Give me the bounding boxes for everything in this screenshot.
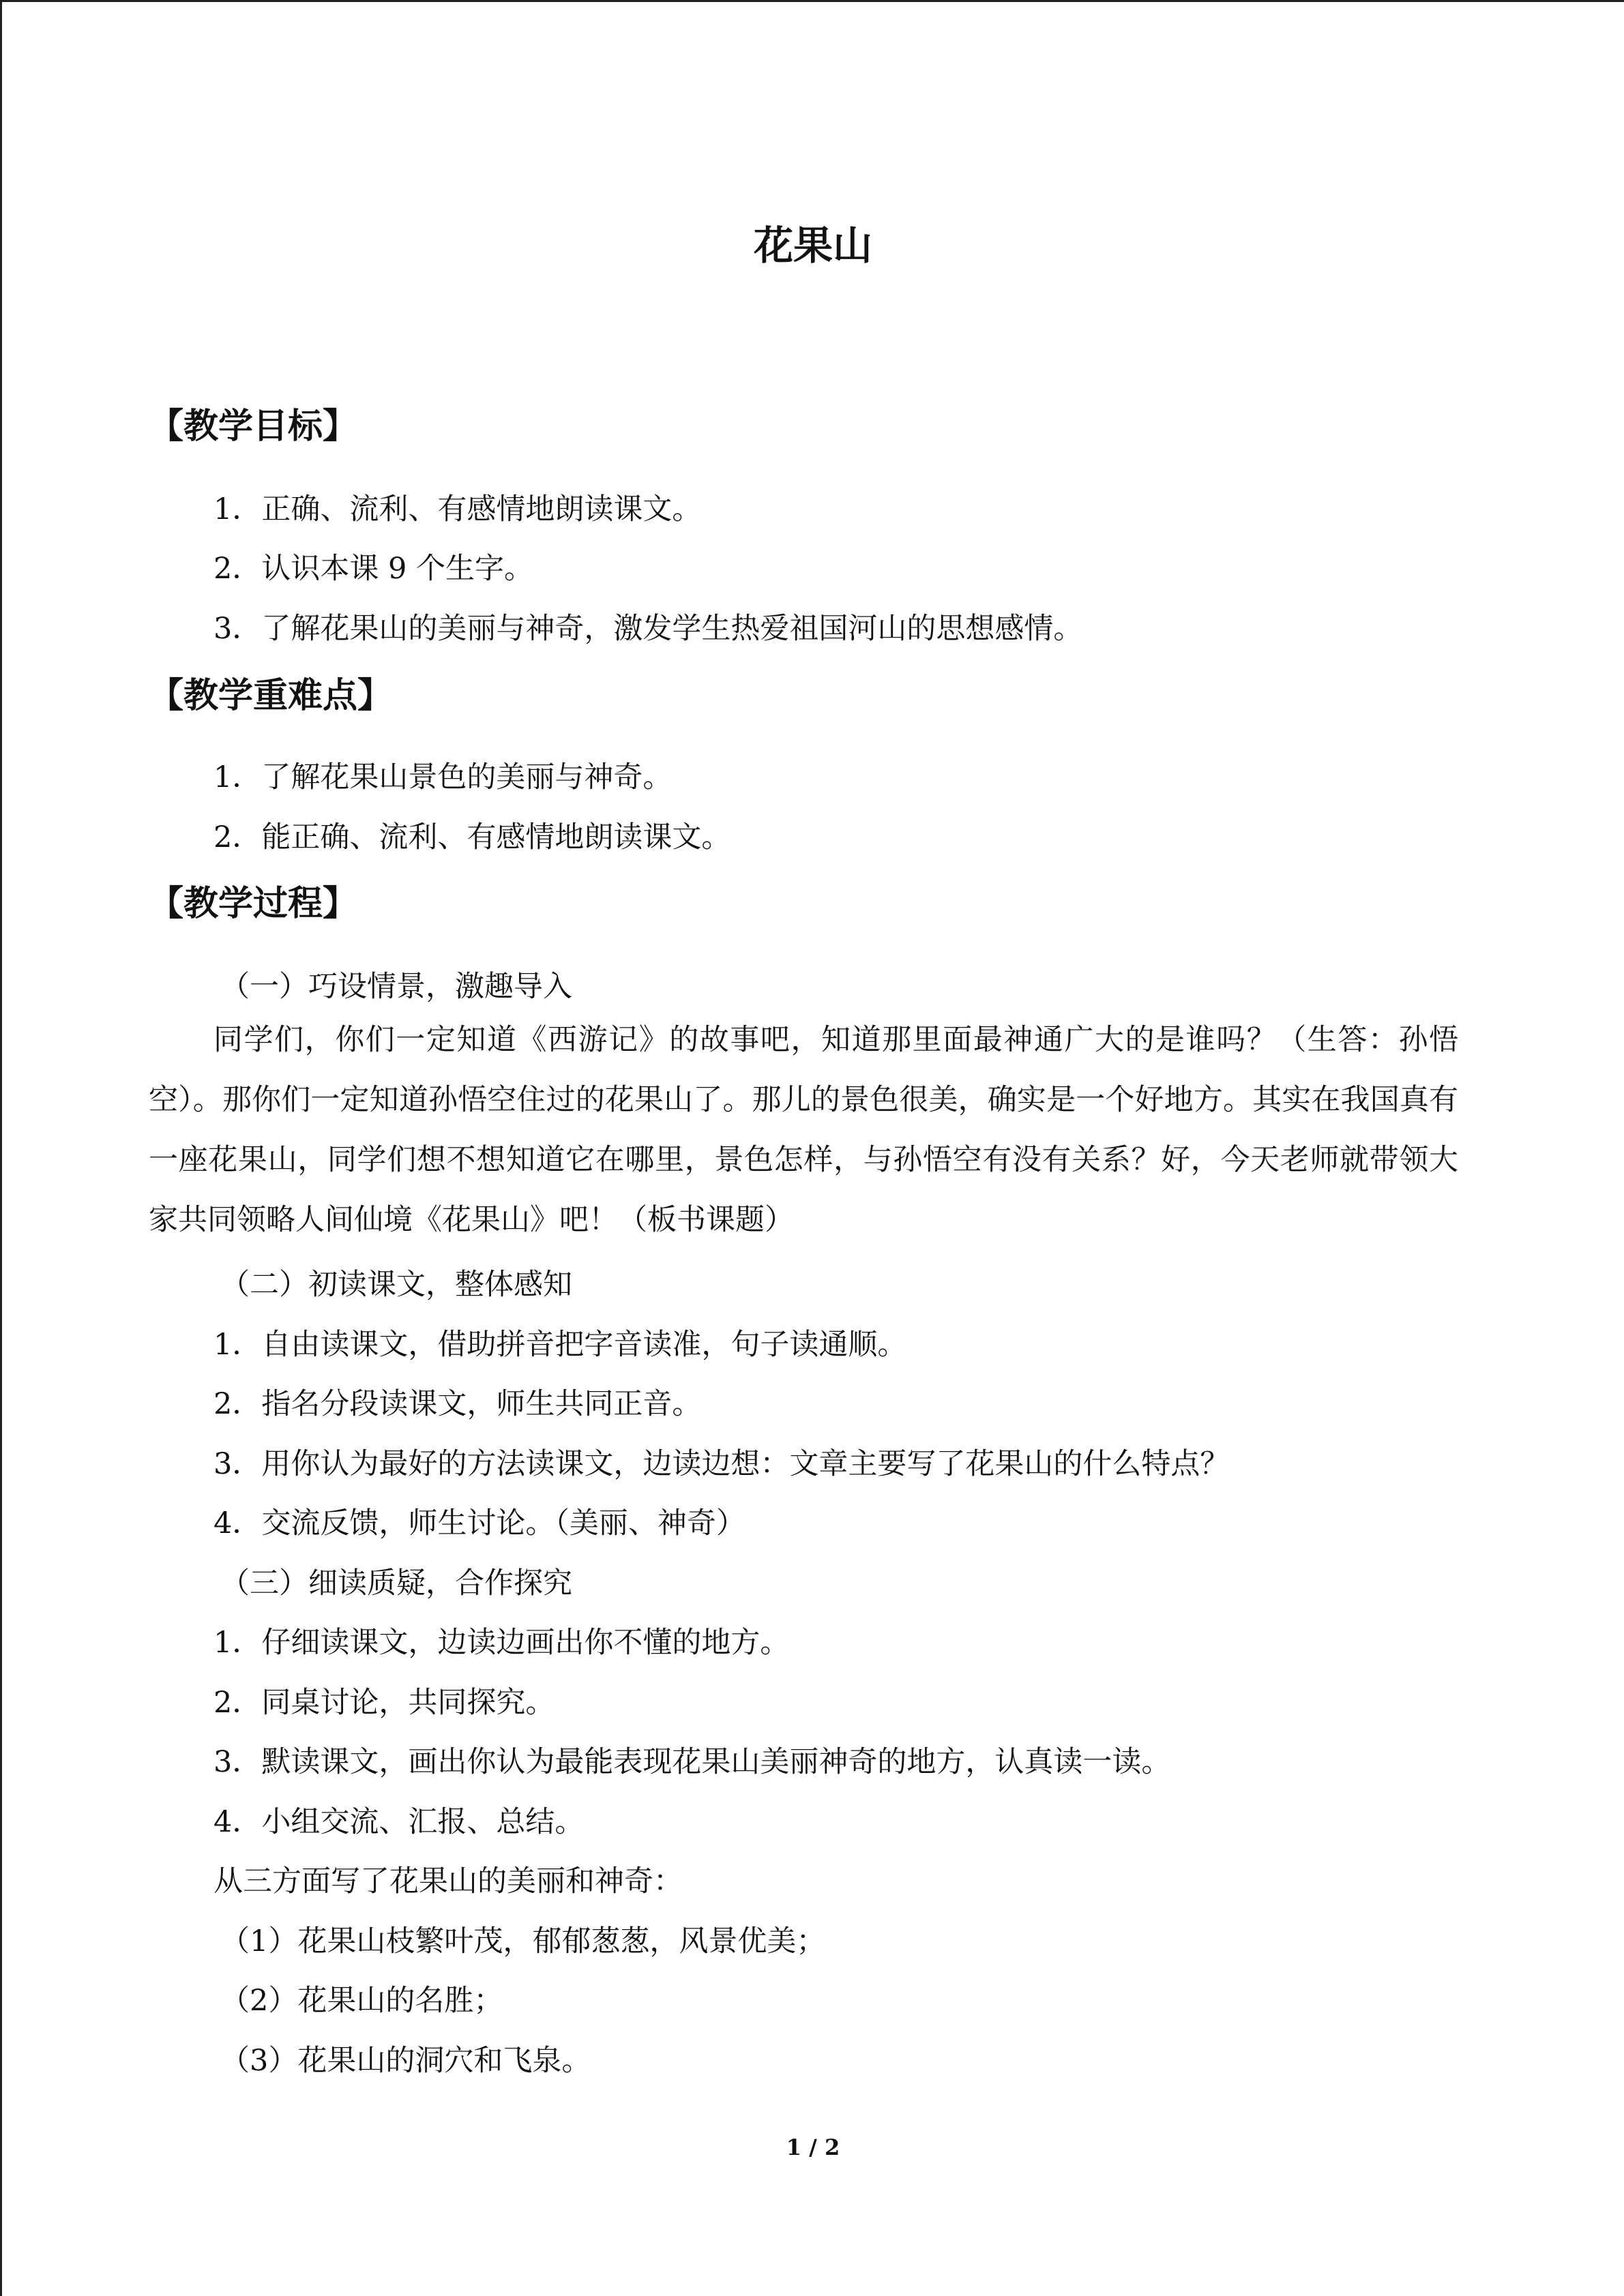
key-point-item: 2．能正确、流利、有感情地朗读课文。: [213, 820, 731, 854]
objective-item: 2．认识本课 9 个生字。: [213, 552, 534, 586]
process-step: 4．交流反馈，师生讨论。（美丽、神奇）: [213, 1506, 745, 1540]
summary-item: （1）花果山枝繁叶茂，郁郁葱葱，风景优美；: [220, 1924, 826, 1958]
process-step: 1．仔细读课文，边读边画出你不懂的地方。: [213, 1626, 790, 1660]
process-step: 4．小组交流、汇报、总结。: [213, 1805, 585, 1839]
intro-paragraph: 同学们，你们一定知道《西游记》的故事吧，知道那里面最神通广大的是谁吗？（生答：孙悟空）。那你们一定知道孙悟空住过的花果山了。那儿的景色很美，确实是一个好地方。其实在我国真有一座花果山，同学们想不想知道它在哪里，景色怎样，与孙悟空有没有关系？好，今天老师就带领大家共同领略人间仙境《花果山》吧！（板书课题）: [149, 1023, 1458, 1237]
objective-item: 1．正确、流利、有感情地朗读课文。: [213, 492, 702, 526]
process-step: 3．用你认为最好的方法读课文，边读边想：文章主要写了花果山的什么特点？: [213, 1447, 1230, 1481]
summary-item: （2）花果山的名胜；: [220, 1984, 503, 2018]
process-part-title: （二）初读课文，整体感知: [220, 1268, 572, 1302]
section-heading-objectives: 【教学目标】: [149, 406, 358, 447]
objective-item: 3．了解花果山的美丽与神奇，激发学生热爱祖国河山的思想感情。: [213, 612, 1083, 646]
process-part-title: （三）细读质疑，合作探究: [220, 1566, 572, 1600]
process-step: 2．指名分段读课文，师生共同正音。: [213, 1387, 702, 1421]
page-number: 1 / 2: [786, 2134, 840, 2160]
process-step: 1．自由读课文，借助拼音把字音读准，句子读通顺。: [213, 1328, 907, 1362]
key-point-item: 1．了解花果山景色的美丽与神奇。: [213, 760, 673, 794]
process-part-title: （一）巧设情景，激趣导入: [220, 970, 572, 1004]
process-step: 2．同桌讨论，共同探究。: [213, 1686, 555, 1720]
section-heading-process: 【教学过程】: [149, 884, 358, 924]
summary-intro: 从三方面写了花果山的美丽和神奇：: [213, 1864, 683, 1898]
document-title: 花果山: [753, 222, 872, 269]
process-step: 3．默读课文，画出你认为最能表现花果山美丽神奇的地方，认真读一读。: [213, 1745, 1171, 1779]
summary-item: （3）花果山的洞穴和飞泉。: [220, 2044, 591, 2078]
section-heading-key-points: 【教学重难点】: [149, 676, 393, 716]
